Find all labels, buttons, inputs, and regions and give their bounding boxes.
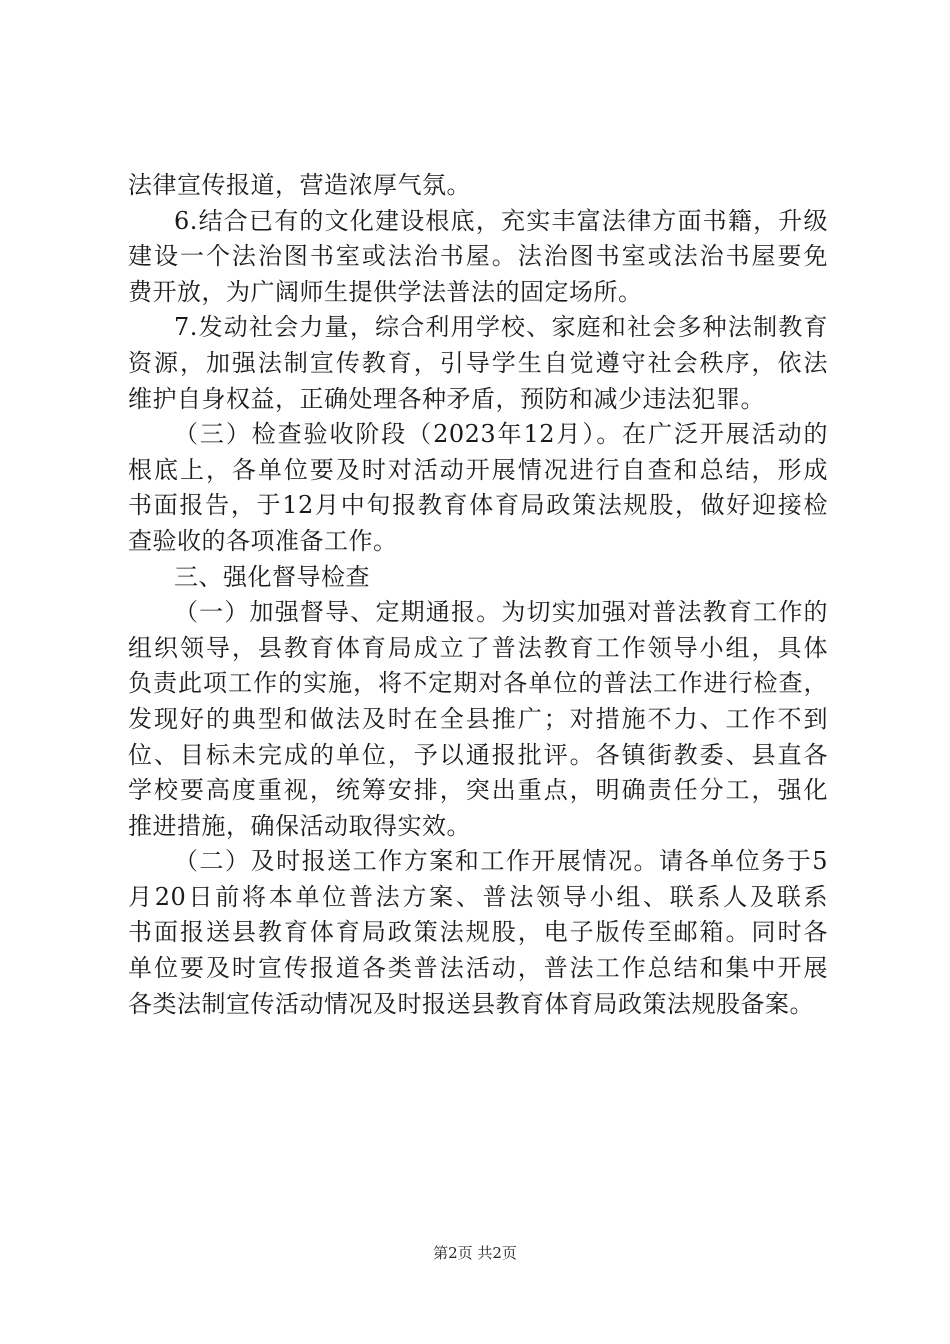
text-line: 查验收的各项准备工作。	[128, 526, 398, 555]
text-line: （三）检查验收阶段（2023年12月）。在广泛开展活动的	[174, 420, 828, 449]
text-line: 根底上，各单位要及时对活动开展情况进行自查和总结，形成	[128, 455, 828, 484]
text-line: 书面报告，于12月中旬报教育体育局政策法规股，做好迎接检	[128, 491, 828, 520]
text-line: 资源，加强法制宣传教育，引导学生自觉遵守社会秩序，依法	[128, 348, 828, 377]
text-line: 三、强化督导检查	[174, 562, 370, 591]
text-line: 维护自身权益，正确处理各种矛盾，预防和减少违法犯罪。	[128, 384, 765, 413]
text-line: 推进措施，确保活动取得实效。	[128, 811, 471, 840]
text-line: 建设一个法治图书室或法治书屋。法治图书室或法治书屋要免	[128, 242, 828, 271]
text-line: 7.发动社会力量，综合利用学校、家庭和社会多种法制教育	[174, 313, 828, 342]
text-line: 单位要及时宣传报道各类普法活动，普法工作总结和集中开展	[128, 954, 828, 983]
text-line: 学校要高度重视，统筹安排，突出重点，明确责任分工，强化	[128, 776, 828, 805]
text-line: 6.结合已有的文化建设根底，充实丰富法律方面书籍，升级	[174, 206, 828, 235]
page-footer: 第2页 共2页	[433, 1244, 517, 1262]
text-line: 法律宣传报道，营造浓厚气氛。	[128, 171, 471, 199]
text-line: 负责此项工作的实施，将不定期对各单位的普法工作进行检查，	[128, 669, 828, 698]
text-line: （一）加强督导、定期通报。为切实加强对普法教育工作的	[174, 598, 828, 627]
text-line: （二）及时报送工作方案和工作开展情况。请各单位务于5	[174, 847, 828, 876]
text-line: 各类法制宣传活动情况及时报送县教育体育局政策法规股备案。	[128, 989, 814, 1018]
text-line: 费开放，为广阔师生提供学法普法的固定场所。	[128, 277, 643, 306]
document-body	[128, 168, 828, 1022]
text-line: 月20日前将本单位普法方案、普法领导小组、联系人及联系	[128, 882, 828, 911]
text-line: 组织领导，县教育体育局成立了普法教育工作领导小组，具体	[128, 633, 828, 662]
text-line: 书面报送县教育体育局政策法规股，电子版传至邮箱。同时各	[128, 918, 828, 947]
text-line: 位、目标未完成的单位，予以通报批评。各镇街教委、县直各	[128, 740, 828, 769]
text-line: 发现好的典型和做法及时在全县推广；对措施不力、工作不到	[128, 704, 828, 733]
